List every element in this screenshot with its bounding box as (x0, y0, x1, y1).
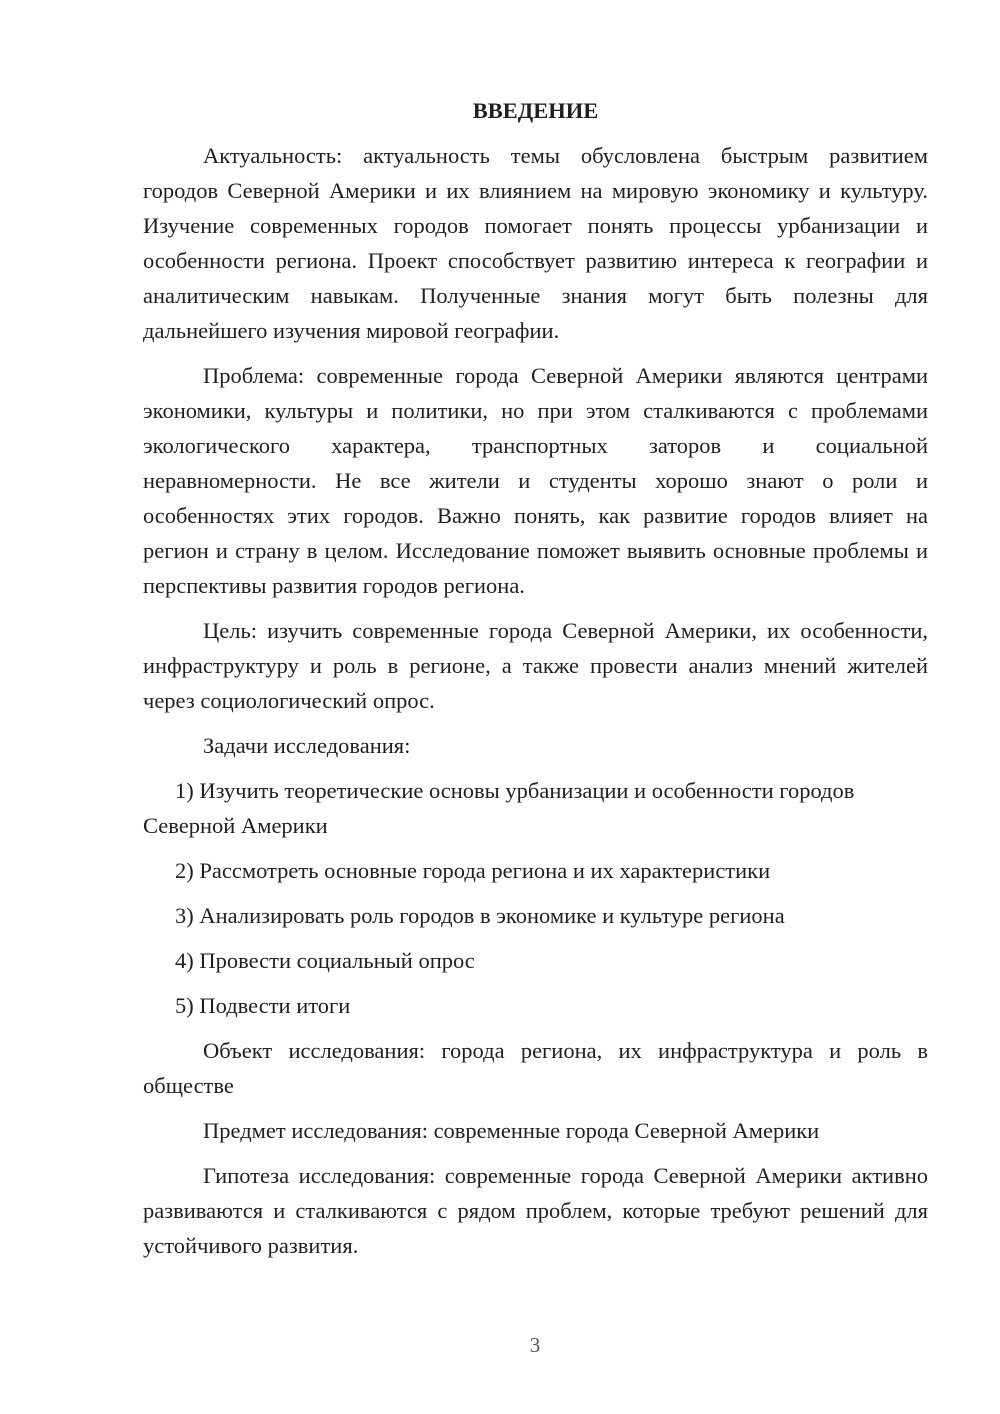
task-item-5: 5) Подвести итоги (175, 993, 351, 1018)
task-item-3: 3) Анализировать роль городов в экономике и культуре региона (175, 903, 785, 928)
page-content (143, 92, 928, 1273)
task-item-4: 4) Провести социальный опрос (175, 948, 475, 973)
tasks-heading: Задачи исследования: (203, 733, 411, 758)
object-paragraph: Объект исследования: города региона, их инфраструктура и роль в обществе (143, 1038, 928, 1098)
relevance-paragraph: Актуальность: актуальность темы обусловлена быстрым развитием городов Северной Америки и их влиянием на мировую экономику и культуру. Изучение современных городов помогает понять процессы урбанизации и особенности региона. Проект способствует развитию интереса к географии и аналитическим навыкам. Полученные знания могут быть полезны для дальнейшего изучения мировой географии. (143, 143, 928, 343)
page-number: 3 (529, 1333, 541, 1357)
task-item-1: 1) Изучить теоретические основы урбанизации и особенности городов Северной Америки (143, 778, 855, 838)
problem-paragraph: Проблема: современные города Северной Америки являются центрами экономики, культуры и политики, но при этом сталкиваются с проблемами экологического характера, транспортных заторов и социальной неравномерности. Не все жители и студенты хорошо знают о роли и особенностях этих городов. Важно понять, как развитие городов влияет на регион и страну в целом. Исследование поможет выявить основные проблемы и перспективы развития городов региона. (143, 363, 928, 598)
hypothesis-paragraph: Гипотеза исследования: современные города Северной Америки активно развиваются и сталкиваются с рядом проблем, которые требуют решений для устойчивого развития. (143, 1163, 928, 1258)
task-item-2: 2) Рассмотреть основные города региона и их характеристики (175, 858, 771, 883)
subject-paragraph: Предмет исследования: современные города Северной Америки (203, 1118, 820, 1143)
goal-paragraph: Цель: изучить современные города Северной Америки, их особенности, инфраструктуру и роль в регионе, а также провести анализ мнений жителей через социологический опрос. (143, 618, 928, 713)
page-title: ВВЕДЕНИЕ (472, 98, 599, 123)
